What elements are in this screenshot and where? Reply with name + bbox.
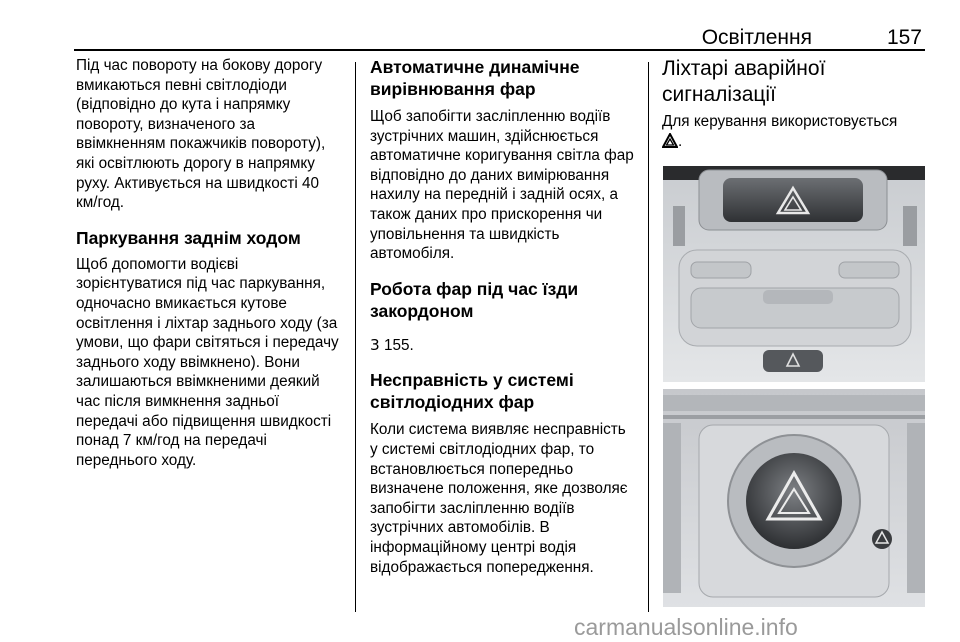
header-rule xyxy=(74,49,925,51)
column-divider xyxy=(355,62,356,612)
paragraph-text: Для керування використовується xyxy=(662,113,898,130)
paragraph: Щоб запобігти засліпленню водіїв зустрічних машин, здійснюється автоматичне коригування світла фар відповідно до даних вимірювання нахилу на передній і задній осях, а також даних про прискорення чи уповільнення та швидкість автомобіля. xyxy=(370,108,634,263)
section-heading: Несправність у системі світлодіодних фар xyxy=(370,370,574,413)
section-heading: Ліхтарі аварійної сигналізації xyxy=(662,57,826,106)
paragraph-end: . xyxy=(678,132,683,150)
hazard-button-closeup-photo xyxy=(663,389,925,607)
cross-reference xyxy=(370,336,634,356)
section-heading: Робота фар під час їзди закордоном xyxy=(370,278,579,321)
column-2 xyxy=(370,56,634,577)
section-heading: Паркування заднім ходом xyxy=(76,227,301,248)
watermark: carmanualsonline.info xyxy=(574,614,798,640)
paragraph: Коли система виявляє несправність у системі світлодіодних фар, то встановлюється попередньо визначене положення, яке дозволяє запобігти засліпленню водіїв зустрічних автомобілів. В інформаційному центрі водія відображається попередження. xyxy=(370,421,628,576)
paragraph: Щоб допомогти водієві зорієнтуватися під час паркування, одночасно вмикається кутове освітлення і ліхтар заднього ходу (за умови, що фари світяться і передачу заднього ходу ввімкнено). Вони залишаються ввімкненими деякий час після вимкнення задньої передачі або підвищення швидкості понад 7 км/год на передачі переднього ходу. xyxy=(76,255,339,469)
page-section-title: Освітлення xyxy=(701,26,812,49)
hazard-warning-icon xyxy=(662,133,678,148)
column-1 xyxy=(76,56,344,470)
section-heading: Автоматичне динамічне вирівнювання фар xyxy=(370,57,580,99)
paragraph: Під час повороту на бокову дорогу вмикаються певні світлодіоди (відповідно до кута і напрямку повороту, визначеного за ввімкненням покажчиків повороту), які освітлюють дорогу в напрямку руху. Активується на швидкості 40 км/год. xyxy=(76,57,326,212)
reference-page: 155. xyxy=(383,336,414,354)
reference-arrow-icon: 3 xyxy=(370,335,380,354)
paragraph xyxy=(662,112,924,151)
column-divider xyxy=(648,62,649,612)
dashboard-console-photo xyxy=(663,166,925,382)
column-3 xyxy=(662,56,924,151)
page-number: 157 xyxy=(886,26,922,49)
